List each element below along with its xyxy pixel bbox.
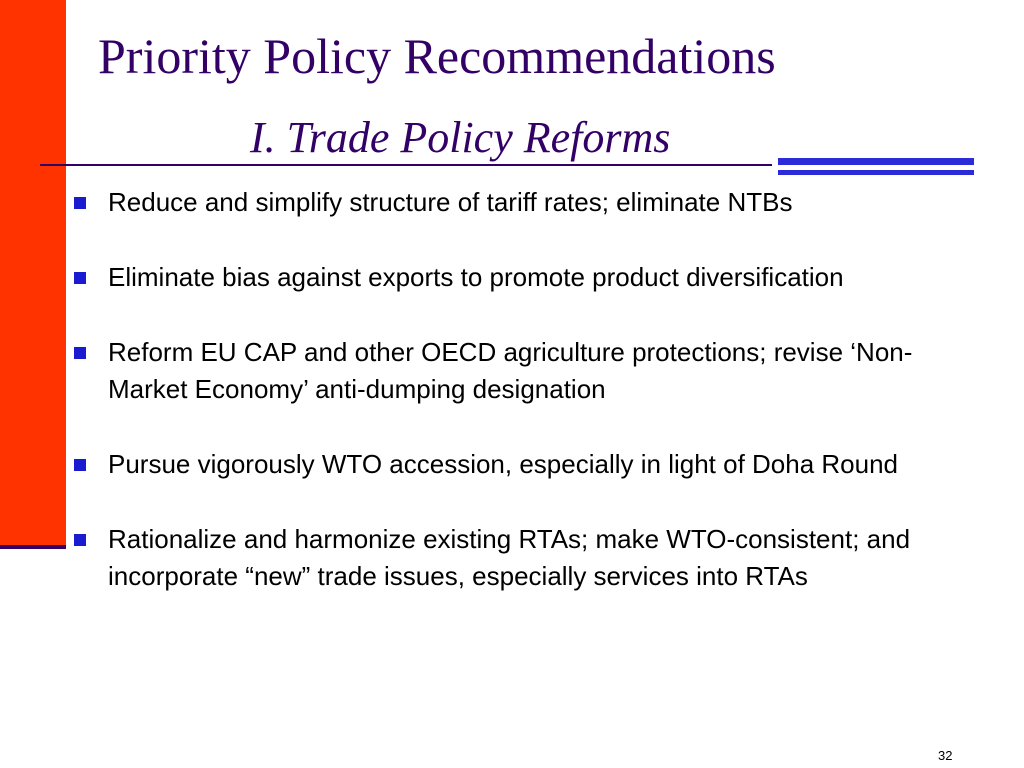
bullet-text: Rationalize and harmonize existing RTAs; make WTO-consistent; and incorporate “new” trade issues, especially services into RTAs [108,524,911,591]
bullet-item [72,521,972,595]
bullet-item [72,334,972,408]
bullet-item [72,446,972,483]
bullet-list [72,184,972,633]
square-bullet-icon [74,459,86,471]
title-divider [40,164,772,166]
title-accent-bar [778,158,974,165]
square-bullet-icon [74,197,86,209]
page-number: 32 [938,748,953,763]
square-bullet-icon [74,534,86,546]
bullet-text: Pursue vigorously WTO accession, especially in light of Doha Round [108,449,899,479]
square-bullet-icon [74,347,86,359]
title-accent-bar-thin [778,170,974,175]
square-bullet-icon [74,272,86,284]
bullet-item [72,184,972,221]
bullet-text: Eliminate bias against exports to promote product diversification [108,262,844,292]
slide-title: Priority Policy Recommendations [98,28,776,84]
bullet-text: Reduce and simplify structure of tariff rates; eliminate NTBs [108,187,793,217]
bullet-text: Reform EU CAP and other OECD agriculture protections; revise ‘Non-Market Economy’ anti-dumping designation [108,337,913,404]
bullet-item [72,259,972,296]
slide-subtitle: I. Trade Policy Reforms [250,113,671,162]
side-accent-underline [0,545,66,549]
side-accent-bar [0,0,66,548]
